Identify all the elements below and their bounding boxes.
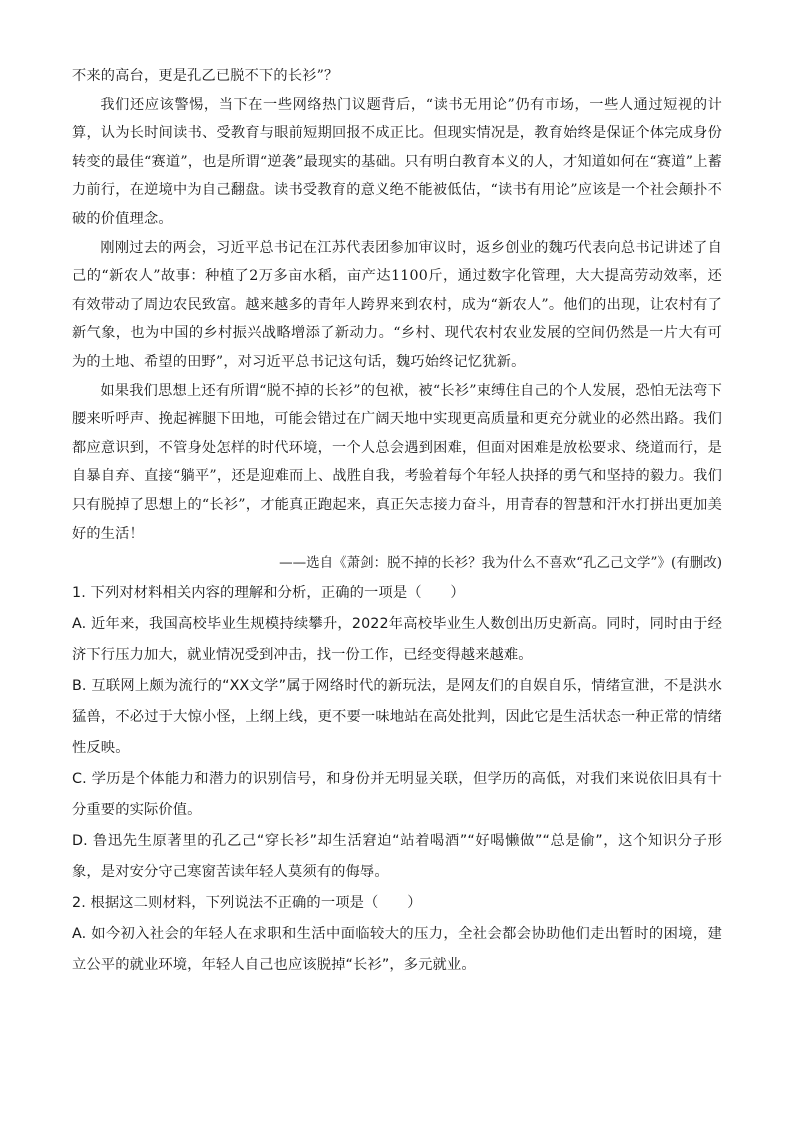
passage-paragraph-continued: 不来的高台，更是孔乙已脱不下的长衫”？ [72,68,339,84]
question-1-option-d: D. 鲁迅先生原著里的孔乙己“穿长衫”却生活窘迫“站着喝酒”“好喝懒做”“总是偷”，这个知识分子形象，是对安分守己寒窗苦读年轻人莫须有的侮辱。 [72,833,722,881]
question-1-stem: 1. 下列对材料相关内容的理解和分析，正确的一项是（ ） [72,585,465,602]
passage-paragraph: 我们还应该警惕，当下在一些网络热门议题背后，“读书无用论”仍有市场，一些人通过短视的计算，认为长时间读书、受教育与眼前短期回报不成正比。但现实情况是，教育始终是保证个体完成身份转变的最佳“赛道”，也是所谓“逆袭”最现实的基础。只有明白教育本义的人，才知道如何在“赛道”上蓄力前行，在逆境中为自己翻盘。读书受教育的意义绝不能被低估，“读书有用论”应该是一个社会颠扑不破的价值理念。 [72,96,722,227]
question-2-option-a: A. 如今初入社会的年轻人在求职和生活中面临较大的压力，全社会都会协助他们走出暂时的困境，建立公平的就业环境，年轻人自己也应该脱掉“长衫”，多元就业。 [72,926,722,974]
passage-paragraph: 如果我们思想上还有所谓“脱不掉的长衫”的包袱，被“长衫”束缚住自己的个人发展，恐怕无法弯下腰来听呼声、挽起裤腿下田地，可能会错过在广阔天地中实现更高质量和更充分就业的必然出路。我们都应意识到，不管身处怎样的时代环境，一个人总会遇到困难，但面对困难是放松要求、绕道而行，是自暴自弃、直接“躺平”，还是迎难而上、战胜自我，考验着每个年轻人抉择的勇气和坚持的毅力。我们只有脱掉了思想上的“长衫”，才能真正跑起来，真正矢志接力奋斗，用青春的智慧和汗水打拼出更加美好的生活！ [72,382,722,542]
question-1-option-b: B. 互联网上颇为流行的“XX文学”属于网络时代的新玩法，是网友们的自娱自乐，情绪宣泄，不是洪水猛兽，不必过于大惊小怪，上纲上线，更不要一味地站在高处批判，因此它是生活状态一种正常的情绪性反映。 [72,678,722,757]
question-1-option-c: C. 学历是个体能力和潜力的识别信号，和身份并无明显关联，但学历的高低，对我们来说依旧具有十分重要的实际价值。 [72,771,722,819]
question-2-stem: 2. 根据这二则材料，下列说法不正确的一项是（ ） [72,895,422,912]
question-1-option-a: A. 近年来，我国高校毕业生规模持续攀升，2022年高校毕业生人数创出历史新高。同时，同时由于经济下行压力加大，就业情况受到冲击，找一份工作，已经变得越来越难。 [72,616,722,664]
source-citation: ——选自《萧剑：脱不掉的长衫？我为什么不喜欢“孔乙己文学”》(有删改) [279,555,722,572]
passage-paragraph: 刚刚过去的两会，习近平总书记在江苏代表团参加审议时，返乡创业的魏巧代表向总书记讲述了自己的“新农人”故事：种植了2万多亩水稻，亩产达1100斤，通过数字化管理，大大提高劳动效率，还有效带动了周边农民致富。越来越多的青年人跨界来到农村，成为“新农人”。他们的出现，让农村有了新气象，也为中国的乡村振兴战略增添了新动力。“乡村、现代农村农业发展的空间仍然是一片大有可为的土地、希望的田野”，对习近平总书记这句话，魏巧始终记忆犹新。 [72,239,722,370]
document-page [72,62,722,981]
